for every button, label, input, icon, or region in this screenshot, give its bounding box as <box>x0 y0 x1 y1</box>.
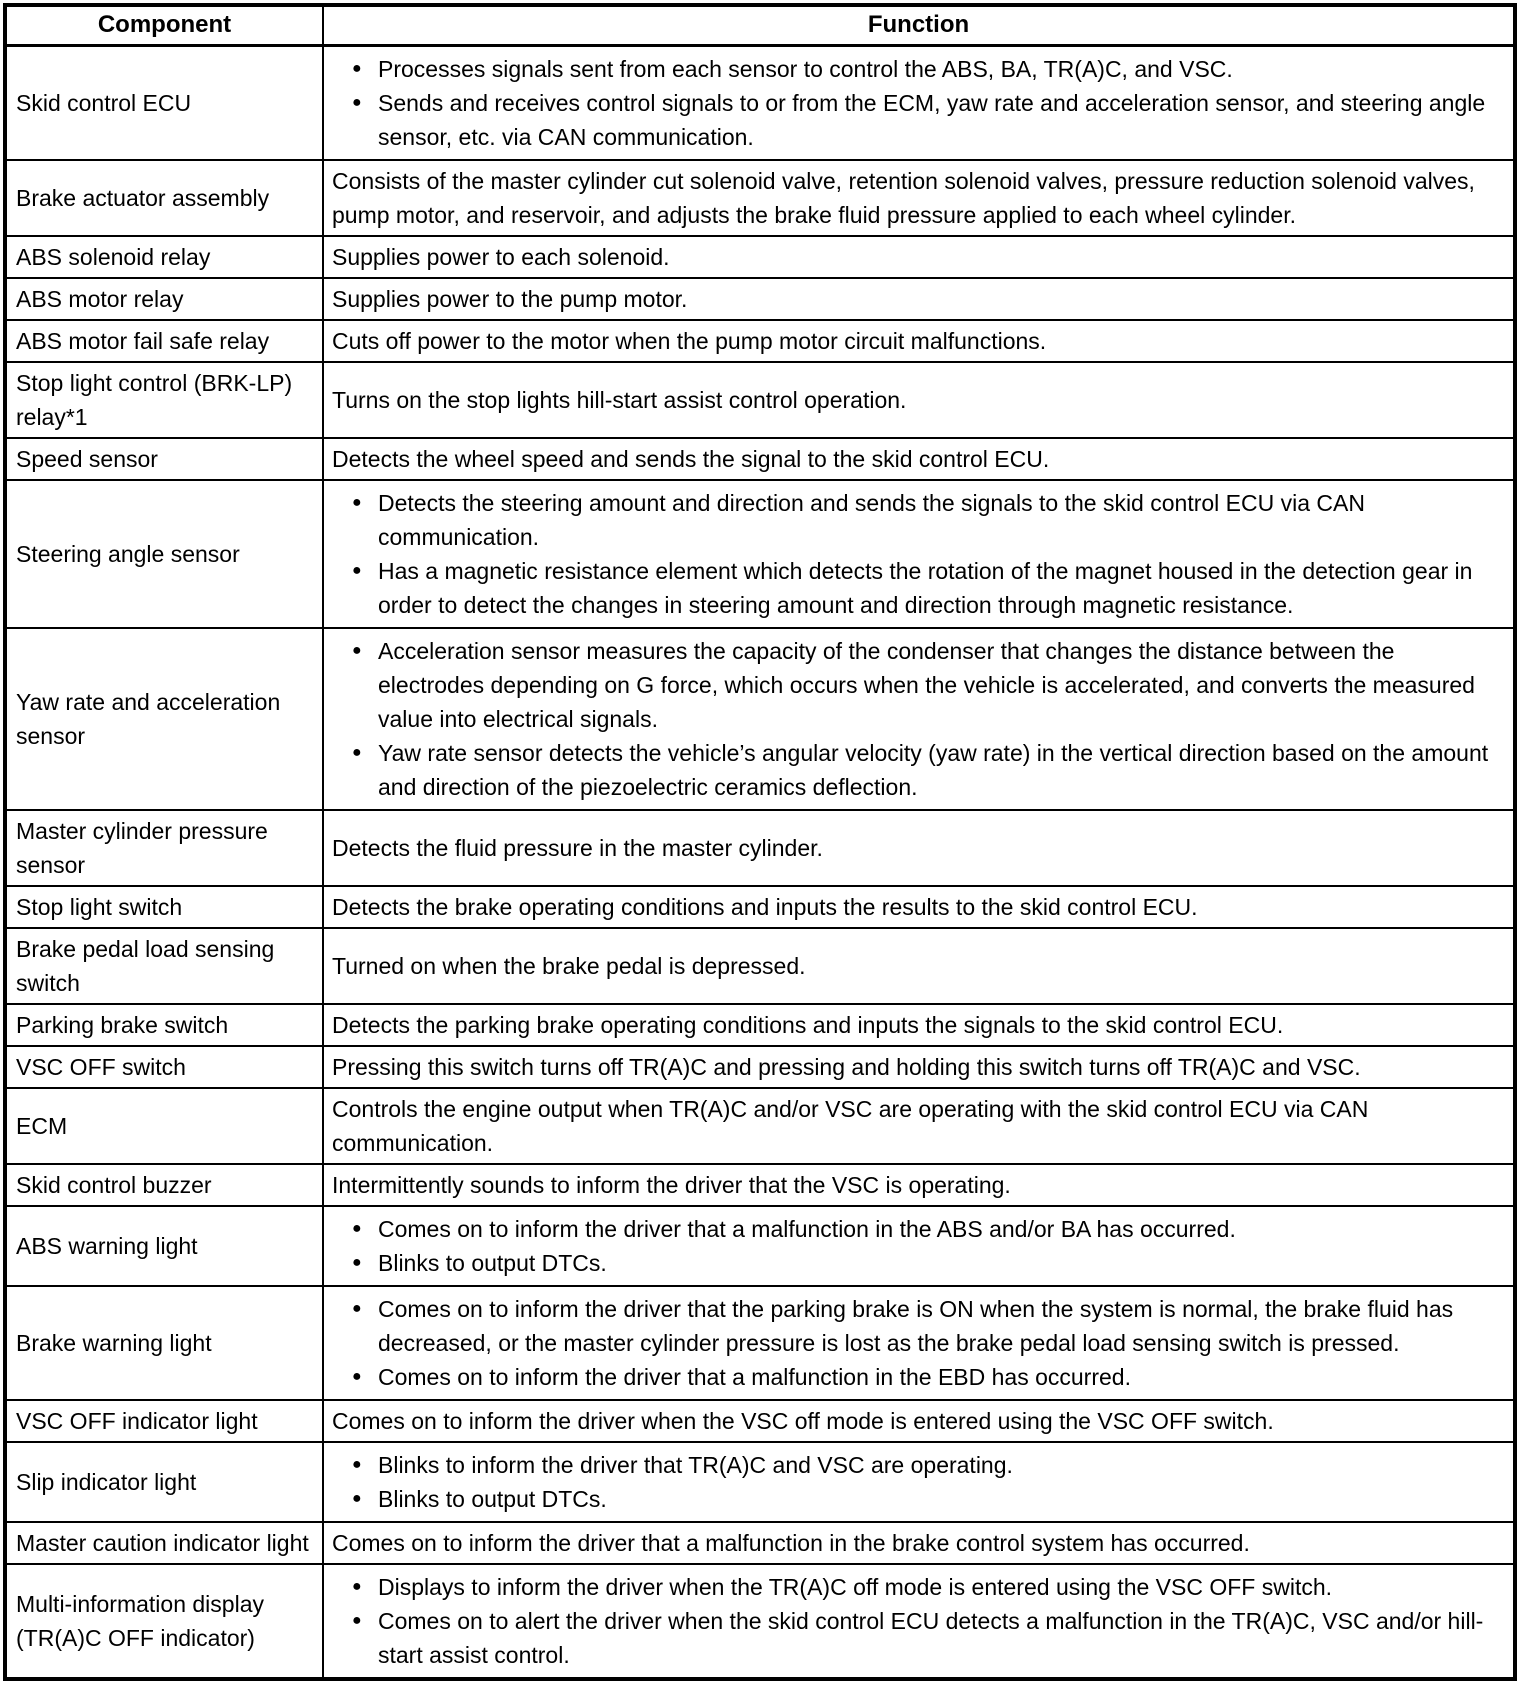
table-row <box>5 1004 1515 1046</box>
table-row <box>5 480 1515 628</box>
component-cell: Multi-information display (TR(A)C OFF indicator) <box>5 1564 323 1679</box>
function-cell: Cuts off power to the motor when the pump motor circuit malfunctions. <box>323 320 1515 362</box>
function-bullet-list <box>324 486 1505 622</box>
function-bullet-list <box>324 634 1505 804</box>
table-row <box>5 886 1515 928</box>
component-cell: Brake warning light <box>5 1286 323 1400</box>
component-cell: ABS motor fail safe relay <box>5 320 323 362</box>
table-row <box>5 1564 1515 1679</box>
table-row <box>5 45 1515 160</box>
table-row <box>5 278 1515 320</box>
function-cell: Turns on the stop lights hill-start assist control operation. <box>323 362 1515 438</box>
component-function-table <box>3 3 1517 1681</box>
component-cell: Stop light switch <box>5 886 323 928</box>
component-cell: ABS solenoid relay <box>5 236 323 278</box>
function-bullet-item: ● Comes on to inform the driver that the parking brake is ON when the system is normal, the brake fluid has decreased, or the master cylinder pressure is lost as the brake pedal load sensing switch is pressed. <box>324 1292 1505 1360</box>
table-row <box>5 810 1515 886</box>
table-row <box>5 362 1515 438</box>
component-cell: Master caution indicator light <box>5 1522 323 1564</box>
component-cell: ABS warning light <box>5 1206 323 1286</box>
function-cell: Detects the brake operating conditions and inputs the results to the skid control ECU. <box>323 886 1515 928</box>
function-cell <box>323 480 1515 628</box>
function-bullet-item: ● Blinks to inform the driver that TR(A)C and VSC are operating. <box>324 1448 1505 1482</box>
component-cell: Yaw rate and acceleration sensor <box>5 628 323 810</box>
function-cell: Intermittently sounds to inform the driver that the VSC is operating. <box>323 1164 1515 1206</box>
function-bullet-item: ● Comes on to inform the driver that a malfunction in the ABS and/or BA has occurred. <box>324 1212 1505 1246</box>
function-bullet-item: ● Processes signals sent from each sensor to control the ABS, BA, TR(A)C, and VSC. <box>324 52 1505 86</box>
table-row <box>5 320 1515 362</box>
table-row <box>5 438 1515 480</box>
table-row <box>5 928 1515 1004</box>
component-cell: ABS motor relay <box>5 278 323 320</box>
function-bullet-list <box>324 1212 1505 1280</box>
column-header-function: Function <box>323 5 1515 45</box>
table-row <box>5 1046 1515 1088</box>
function-cell <box>323 1206 1515 1286</box>
function-cell: Detects the parking brake operating conditions and inputs the signals to the skid control ECU. <box>323 1004 1515 1046</box>
component-cell: Speed sensor <box>5 438 323 480</box>
table-row <box>5 1522 1515 1564</box>
function-cell: Comes on to inform the driver when the VSC off mode is entered using the VSC OFF switch. <box>323 1400 1515 1442</box>
component-cell: Parking brake switch <box>5 1004 323 1046</box>
function-bullet-item: ● Comes on to alert the driver when the skid control ECU detects a malfunction in the TR(A)C, VSC and/or hill-start assist control. <box>324 1604 1505 1672</box>
table-row <box>5 1164 1515 1206</box>
component-cell: Brake pedal load sensing switch <box>5 928 323 1004</box>
table-row <box>5 628 1515 810</box>
component-cell: Steering angle sensor <box>5 480 323 628</box>
function-cell <box>323 1442 1515 1522</box>
function-cell: Detects the wheel speed and sends the signal to the skid control ECU. <box>323 438 1515 480</box>
component-cell: Skid control ECU <box>5 45 323 160</box>
function-cell: Controls the engine output when TR(A)C and/or VSC are operating with the skid control ECU via CAN communication. <box>323 1088 1515 1164</box>
function-cell: Detects the fluid pressure in the master cylinder. <box>323 810 1515 886</box>
function-cell <box>323 1564 1515 1679</box>
function-bullet-item: ● Acceleration sensor measures the capacity of the condenser that changes the distance between the electrodes depending on G force, which occurs when the vehicle is accelerated, and converts the measured value into electrical signals. <box>324 634 1505 736</box>
table-row <box>5 1286 1515 1400</box>
function-cell: Supplies power to each solenoid. <box>323 236 1515 278</box>
function-cell: Comes on to inform the driver that a malfunction in the brake control system has occurred. <box>323 1522 1515 1564</box>
component-cell: Brake actuator assembly <box>5 160 323 236</box>
table-row <box>5 1206 1515 1286</box>
function-bullet-list <box>324 1448 1505 1516</box>
function-cell: Turned on when the brake pedal is depressed. <box>323 928 1515 1004</box>
component-cell: Skid control buzzer <box>5 1164 323 1206</box>
function-cell <box>323 45 1515 160</box>
header-row <box>5 5 1515 45</box>
table-row <box>5 236 1515 278</box>
function-bullet-item: ● Blinks to output DTCs. <box>324 1482 1505 1516</box>
function-cell: Consists of the master cylinder cut solenoid valve, retention solenoid valves, pressure reduction solenoid valves, pump motor, and reservoir, and adjusts the brake fluid pressure applied to each wheel cylinder. <box>323 160 1515 236</box>
function-cell <box>323 628 1515 810</box>
function-bullet-item: ● Has a magnetic resistance element which detects the rotation of the magnet housed in the detection gear in order to detect the changes in steering amount and direction through magnetic resistance. <box>324 554 1505 622</box>
function-bullet-item: ● Yaw rate sensor detects the vehicle’s angular velocity (yaw rate) in the vertical direction based on the amount and direction of the piezoelectric ceramics deflection. <box>324 736 1505 804</box>
component-cell: ECM <box>5 1088 323 1164</box>
function-bullet-item: ● Sends and receives control signals to or from the ECM, yaw rate and acceleration sensor, and steering angle sensor, etc. via CAN communication. <box>324 86 1505 154</box>
column-header-component: Component <box>5 5 323 45</box>
table-row <box>5 1088 1515 1164</box>
function-bullet-item: ● Displays to inform the driver when the TR(A)C off mode is entered using the VSC OFF switch. <box>324 1570 1505 1604</box>
component-cell: Slip indicator light <box>5 1442 323 1522</box>
function-cell: Pressing this switch turns off TR(A)C and pressing and holding this switch turns off TR(A)C and VSC. <box>323 1046 1515 1088</box>
table-row <box>5 1400 1515 1442</box>
function-cell <box>323 1286 1515 1400</box>
function-bullet-list <box>324 1570 1505 1672</box>
component-cell: VSC OFF indicator light <box>5 1400 323 1442</box>
function-bullet-item: ● Blinks to output DTCs. <box>324 1246 1505 1280</box>
component-cell: Stop light control (BRK-LP) relay*1 <box>5 362 323 438</box>
function-bullet-list <box>324 52 1505 154</box>
component-cell: VSC OFF switch <box>5 1046 323 1088</box>
table-row <box>5 160 1515 236</box>
component-cell: Master cylinder pressure sensor <box>5 810 323 886</box>
function-bullet-item: ● Comes on to inform the driver that a malfunction in the EBD has occurred. <box>324 1360 1505 1394</box>
function-bullet-item: ● Detects the steering amount and direction and sends the signals to the skid control ECU via CAN communication. <box>324 486 1505 554</box>
function-bullet-list <box>324 1292 1505 1394</box>
function-cell: Supplies power to the pump motor. <box>323 278 1515 320</box>
table-row <box>5 1442 1515 1522</box>
